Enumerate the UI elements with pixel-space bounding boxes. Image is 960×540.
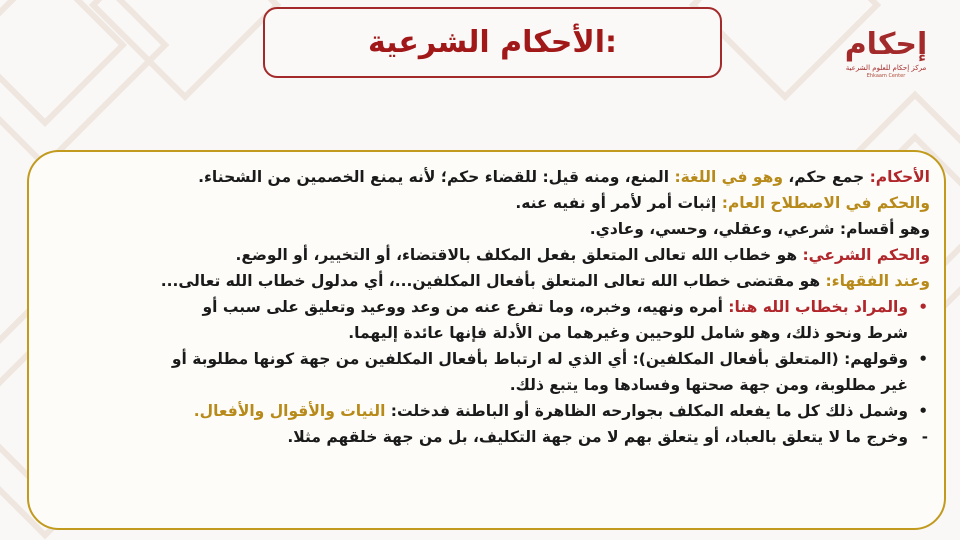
term-shari: والحكم الشرعي: <box>797 246 930 264</box>
term-khitab: والمراد بخطاب الله هنا: <box>722 298 908 316</box>
term-istilah: والحكم في الاصطلاح العام: <box>716 194 930 212</box>
definition-line-ahkam <box>51 164 930 190</box>
bullet-item-khitab <box>51 294 930 320</box>
text-fuqaha-def: هو مقتضى خطاب الله تعالى المتعلق بأفعال المكلفين...، أي مدلول خطاب الله تعالى... <box>160 272 821 290</box>
text-istilah-def: إثبات أمر لأمر أو نفيه عنه. <box>515 194 717 212</box>
bullet-item-mutaalliq <box>51 346 930 372</box>
definition-line-aqsam: وهو أقسام: شرعي، وعقلي، وحسي، وعادي. <box>589 220 930 238</box>
bullet-item-khitab-cont: شرط ونحو ذلك، وهو شامل للوحيين وغيرهما من الأدلة فإنها عائدة إليهما. <box>348 324 908 342</box>
dash-icon: - <box>921 428 928 446</box>
definition-line-istilah <box>51 190 930 216</box>
definition-line-fuqaha <box>51 268 930 294</box>
logo <box>836 28 936 94</box>
term-lugha: وهو في اللغة: <box>669 168 783 186</box>
text-kharaja: وخرج ما لا يتعلق بالعباد، أو يتعلق بهم لا من جهة التكليف، بل من جهة خلقهم مثلا. <box>287 428 908 446</box>
text-khitab-def: أمره ونهيه، وخبره، وما تفرع عنه من وعد ووعيد وتعليق على سبب أو <box>202 298 723 316</box>
dash-item-kharaja <box>51 424 930 450</box>
logo-subtitle-latin: Ehkaam Center <box>866 73 906 79</box>
term-fuqaha: وعند الفقهاء: <box>820 272 930 290</box>
definition-line-shari <box>51 242 930 268</box>
text-shamil: وشمل ذلك كل ما يفعله المكلف بجوارحه الظاهرة أو الباطنة فدخلت: <box>385 402 908 420</box>
bullet-item-shamil <box>51 398 930 424</box>
text-lugha-def: المنع، ومنه قيل: للقضاء حكم؛ لأنه يمنع الخصمين من الشحناء. <box>198 168 670 186</box>
logo-word: إحكام <box>844 27 928 62</box>
text-mutaalliq: وقولهم: (المتعلق بأفعال المكلفين): أي الذي له ارتباط بأفعال المكلفين من جهة كونها مطلوبة أو <box>171 350 908 368</box>
logo-subtitle: مركز إحكام للعلوم الشرعية <box>845 64 927 72</box>
text-plural: جمع حكم، <box>783 168 865 186</box>
bullet-icon: • <box>918 402 928 420</box>
term-ahkam: الأحكام: <box>864 168 930 186</box>
content-box <box>27 150 946 530</box>
bullet-icon: • <box>918 350 928 368</box>
bullet-icon: • <box>918 298 928 316</box>
text-shari-def: هو خطاب الله تعالى المتعلق بفعل المكلف بالاقتضاء، أو التخيير، أو الوضع. <box>235 246 798 264</box>
title-box <box>263 7 722 78</box>
term-niyyat: النيات والأقوال والأفعال. <box>193 402 386 420</box>
page-title: الأحكام الشرعية: <box>367 25 618 60</box>
bullet-item-mutaalliq-cont: غير مطلوبة، ومن جهة صحتها وفسادها وما يتبع ذلك. <box>509 376 908 394</box>
